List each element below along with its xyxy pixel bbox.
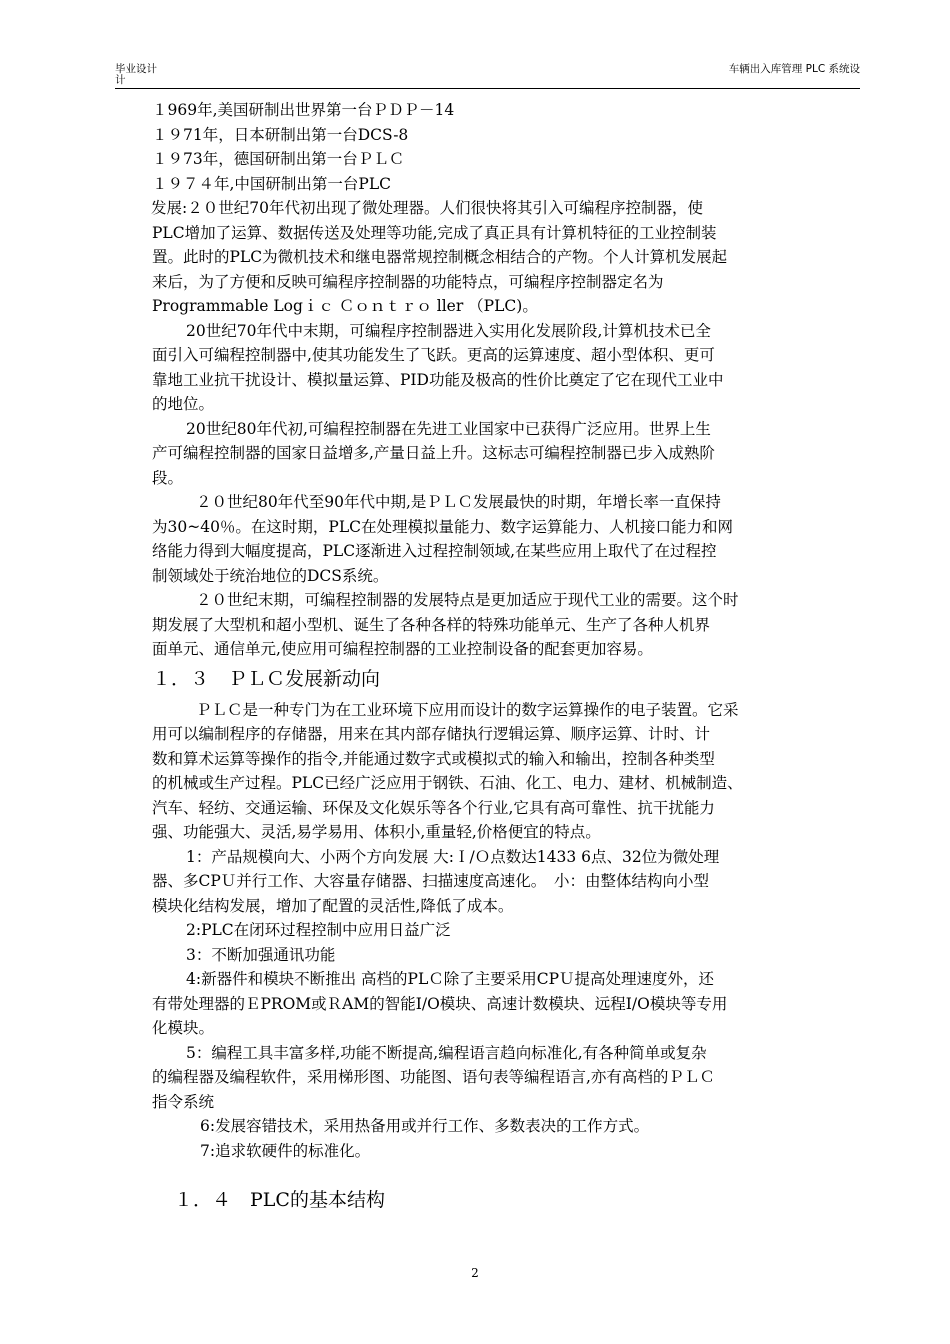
text-line: 置。此时的PLC为微机技术和继电器常规控制概念相结合的产物。个人计算机发展起 bbox=[152, 248, 728, 266]
paragraph-1980s bbox=[152, 417, 872, 491]
text-line: 器、多CPＵ并行工作、大容量存储器、扫描速度高速化。 小：由整体结构向小型 bbox=[152, 872, 710, 890]
list-item-3: 3：不断加强通讯功能 bbox=[186, 945, 336, 964]
text-line: 的地位。 bbox=[152, 395, 215, 413]
text-line: ２０世纪末期，可编程控制器的发展特点是更加适应于现代工业的需要。这个时 bbox=[196, 591, 739, 609]
list-item-2: 2:PLC在闭环过程控制中应用日益广泛 bbox=[186, 921, 451, 939]
list-item-4 bbox=[152, 967, 872, 1041]
text-line: 的机械或生产过程。PLC已经广泛应用于钢铁、石油、化工、电力、建材、机械制造、 bbox=[152, 774, 743, 792]
header-left-text bbox=[115, 64, 175, 86]
text-line: １969年,美国研制出世界第一台ＰＤＰ－14 bbox=[152, 101, 455, 119]
text-line: 20世纪80年代初,可编程控制器在先进工业国家中已获得广泛应用。世界上生 bbox=[186, 419, 711, 438]
text-line: 的编程器及编程软件，采用梯形图、功能图、语句表等编程语言,亦有高档的ＰＬＣ bbox=[152, 1068, 715, 1086]
text-line: ２０世纪80年代至90年代中期,是ＰＬＣ发展最快的时期，年增长率一直保持 bbox=[196, 493, 721, 511]
list-item-7: 7:追求软硬件的标准化。 bbox=[200, 1141, 371, 1160]
paragraph-1980s-1990s bbox=[152, 490, 872, 588]
section-heading-1-3: １．３ ＰＬＣ发展新动向 bbox=[152, 667, 381, 690]
header-left-line1: 毕业设计 bbox=[115, 63, 157, 75]
text-line: 面单元、通信单元,使应用可编程控制器的工业控制设备的配套更加容易。 bbox=[152, 640, 653, 658]
text-line: 指令系统 bbox=[152, 1092, 215, 1111]
text-line: 4:新器件和模块不断推出 高档的PLＣ除了主要采用CPＵ提高处理速度外，还 bbox=[186, 970, 715, 988]
text-line: 化模块。 bbox=[152, 1019, 215, 1037]
list-item-5 bbox=[152, 1041, 872, 1115]
list-item-6: 6:发展容错技术，采用热备用或并行工作、多数表决的工作方式。 bbox=[200, 1117, 650, 1135]
text-line: 发展:２０世纪70年代初出现了微处理器。人们很快将其引入可编程序控制器，使 bbox=[151, 199, 703, 217]
text-line: 汽车、轻纺、交通运输、环保及文化娱乐等各个行业,它具有高可靠性、抗干扰能力 bbox=[152, 798, 715, 817]
page-header bbox=[115, 62, 860, 89]
text-line: ＰＬＣ是一种专门为在工业环境下应用而设计的数字运算操作的电子装置。它采 bbox=[196, 700, 739, 719]
text-line: 段。 bbox=[152, 468, 184, 487]
text-line: 络能力得到大幅度提高，PLC逐渐进入过程控制领域,在某些应用上取代了在过程控 bbox=[152, 542, 717, 560]
text-line: １９71年，日本研制出第一台DCS-8 bbox=[152, 125, 409, 144]
header-right-text: 车辆出入库管理 PLC 系统设 bbox=[728, 63, 860, 75]
text-line: 5：编程工具丰富多样,功能不断提高,编程语言趋向标准化,有各种简单或复杂 bbox=[186, 1043, 707, 1062]
text-line: 1：产品规模向大、小两个方向发展 大:Ｉ/Ｏ点数达1433 6点、32位为微处理 bbox=[186, 847, 720, 866]
list-item-1 bbox=[152, 845, 872, 919]
paragraph-plc-definition bbox=[152, 698, 872, 845]
text-line: 有带处理器的ＥPROM或ＲAM的智能I/O模块、高速计数模块、远程I/O模块等专用 bbox=[152, 994, 728, 1013]
text-line: １９73年，德国研制出第一台ＰＬＣ bbox=[152, 150, 405, 168]
text-line: 用可以编制程序的存储器，用来在其内部存储执行逻辑运算、顺序运算、计时、计 bbox=[152, 725, 711, 743]
text-line: 制领域处于统治地位的DCS系统。 bbox=[152, 566, 389, 585]
text-line: 为30~40％。在这时期，PLC在处理模拟量能力、数字运算能力、人机接口能力和网 bbox=[152, 517, 734, 536]
text-line: PLC增加了运算、数据传送及处理等功能,完成了真正具有计算机特征的工业控制装 bbox=[152, 223, 717, 242]
text-line: 产可编程控制器的国家日益增多,产量日益上升。这标志可编程控制器已步入成熟阶 bbox=[152, 444, 715, 462]
text-line: 来后，为了方便和反映可编程序控制器的功能特点，可编程序控制器定名为 bbox=[152, 272, 664, 291]
document-body bbox=[152, 98, 872, 1215]
text-line: １９７４年,中国研制出第一台PLC bbox=[152, 174, 392, 193]
text-line: 期发展了大型机和超小型机、诞生了各种各样的特殊功能单元、生产了各种人机界 bbox=[152, 615, 711, 634]
text-line: 面引入可编程控制器中,使其功能发生了飞跃。更高的运算速度、超小型体积、更可 bbox=[152, 346, 715, 364]
text-line: 模块化结构发展，增加了配置的灵活性,降低了成本。 bbox=[152, 896, 514, 915]
header-left-line2: 计 bbox=[115, 74, 126, 86]
text-line: Programmable Logｉｃ Ｃｏｎｔｒｏ ller （PLC)。 bbox=[152, 297, 538, 315]
text-line: 靠地工业抗干扰设计、模拟量运算、PID功能及极高的性价比奠定了它在现代工业中 bbox=[152, 370, 724, 389]
page-number: 2 bbox=[471, 1266, 479, 1280]
text-line: 强、功能强大、灵活,易学易用、体积小,重量轻,价格便宜的特点。 bbox=[152, 823, 601, 841]
text-line: 20世纪70年代中末期，可编程序控制器进入实用化发展阶段,计算机技术已全 bbox=[186, 321, 711, 340]
paragraph-late-20th bbox=[152, 588, 872, 662]
section-heading-1-4: １．４ PLC的基本结构 bbox=[174, 1189, 385, 1211]
paragraph-1970s bbox=[152, 319, 872, 417]
text-line: 数和算术运算等操作的指令,并能通过数字式或模拟式的输入和输出，控制各种类型 bbox=[152, 749, 715, 768]
paragraph-development bbox=[152, 196, 872, 319]
